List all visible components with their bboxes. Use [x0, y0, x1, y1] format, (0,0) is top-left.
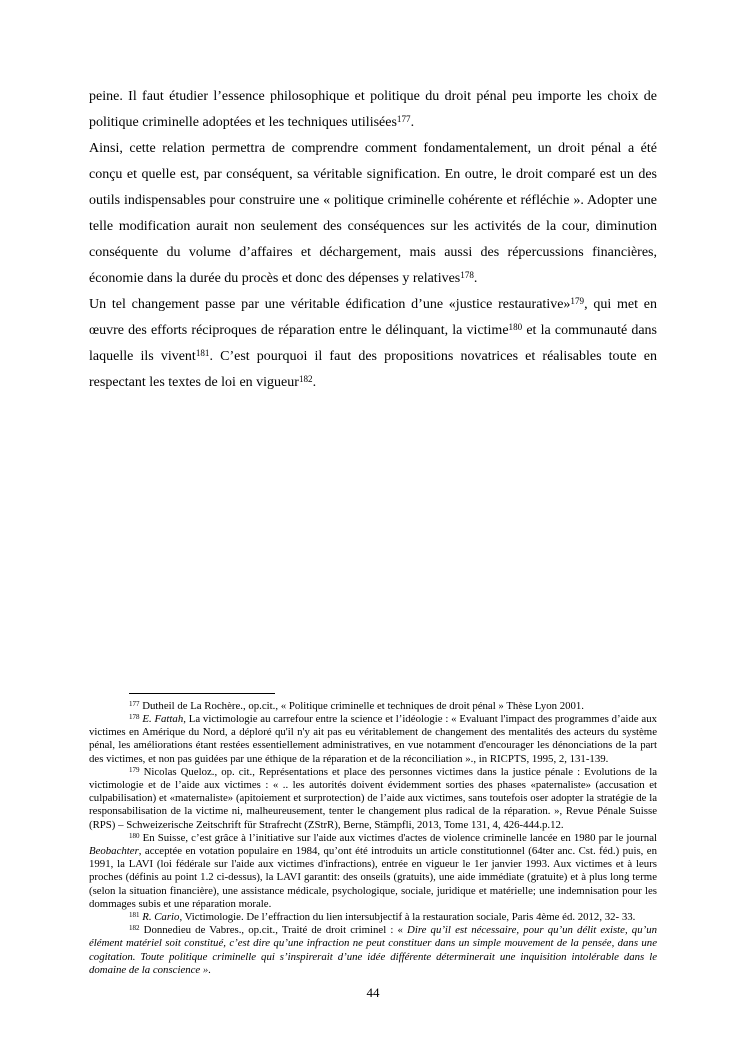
- footnote-reference: 179: [129, 765, 140, 774]
- text-segment: E. Fattah: [142, 712, 184, 725]
- text-segment: , Victimologie. De l’effraction du lien intersubjectif à la restauration sociale, Paris 4ème éd. 2012, 32- 33.: [179, 910, 636, 923]
- text-segment: Un tel changement passe par une véritable édification d’une «justice restaurative»: [89, 297, 571, 312]
- text-segment: , qui met en œuvre des efforts réciproques de réparation entre le délinquant, la victime: [89, 297, 657, 338]
- footnote-180: [89, 832, 657, 911]
- footnote-reference: 180: [129, 831, 140, 840]
- text-segment: Beobachter: [89, 844, 139, 857]
- text-segment: .: [312, 375, 317, 390]
- text-segment: , acceptée en votation populaire en 1984, qu’ont été introduits un article constitutionnel (64ter anc. Cst. féd.) puis, en 1991, la LAVI (loi fédérale sur l'aide aux victimes d'infractions), entrée en vigueur le 1er janvier 1993. Aux victimes et à leurs proches (définis au point 1.2 ci-dessus), la LAVI garantit: des onseils (gratuits), une aide immédiate (gratuite) et à plus long terme (selon la situation financière), une assistance médicale, psychologique, sociale, juridique et matérielle; une indemnisation pour les dommages subis et une réparation morale.: [89, 844, 657, 910]
- footnote-181: [89, 911, 657, 924]
- footnote-reference: 181: [195, 347, 210, 358]
- whitespace-spacer: [89, 396, 657, 693]
- body-paragraph-1: [89, 84, 657, 136]
- text-segment: Dire qu’il est nécessaire, pour qu’un délit existe, qu’un élément matériel soit constitué, c’est dire qu’une infraction ne peut constituer dans un simple mouvement de la pensée, dans une cogitation. Toute politique criminelle qui s’inspirerait d’une idée différente déterminerait une inquisition intolérable dans le domaine de la conscience ».: [89, 924, 657, 976]
- text-segment: et la communauté dans laquelle ils vivent: [89, 323, 657, 364]
- footnote-182: [89, 924, 657, 977]
- footnote-reference: 177: [129, 699, 140, 708]
- footnote-reference: 181: [129, 910, 140, 919]
- footnote-separator-rule: [129, 693, 275, 694]
- footnote-178: [89, 713, 657, 766]
- footnote-177: [89, 700, 657, 713]
- footnote-reference: 182: [129, 924, 140, 933]
- body-paragraph-2: [89, 136, 657, 292]
- text-segment: . C’est pourquoi il faut des propositions novatrices et réalisables toute en respectant les textes de loi en vigueur: [89, 349, 658, 390]
- text-segment: Donnedieu de Vabres., op.cit., Traité de droit criminel : «: [139, 924, 408, 937]
- footnote-reference: 177: [396, 113, 411, 124]
- text-segment: Ainsi, cette relation permettra de comprendre comment fondamentalement, un droit pénal a été conçu et quelle est, par conséquent, sa véritable signification. En outre, le droit comparé est un des outils indispensables pour construire une « politique criminelle cohérente et réfléchie ». Adopter une telle modification aurait non seulement des conséquences sur les activités de la cour, diminution conséquente du volume d’affaires et déchargement, mais aussi des répercussions financières, économie dans la durée du procès et donc des dépenses y relatives: [89, 141, 657, 286]
- footnote-reference: 178: [129, 712, 140, 721]
- page-number: 44: [366, 985, 380, 1000]
- text-segment: .: [410, 115, 415, 130]
- footnotes-section: [89, 693, 657, 977]
- footnote-179: [89, 766, 657, 832]
- body-paragraph-3: [89, 292, 657, 396]
- text-segment: Dutheil de La Rochère., op.cit., « Politique criminelle et techniques de droit pénal » Thèse Lyon 2001.: [139, 699, 584, 712]
- text-segment: R. Cario: [142, 910, 180, 923]
- body-text-block: [89, 84, 657, 396]
- text-segment: , La victimologie au carrefour entre la science et l’idéologie : « Evaluant l'impact des programmes d’aide aux victimes en Amérique du Nord, a déploré qu'il n'y ait pas eu véritablement de changement des mentalités des acteurs du système pénal, les améliorations étant restées essentiellement administratives, en vue notamment d'encourager les dénonciations de la part des victimes, et non pas guidées par une éthique de la réparation et de la réconciliation »., in RICPTS, 1995, 2, 131-139.: [89, 712, 657, 765]
- footnote-reference: 180: [508, 321, 523, 332]
- footnote-reference: 179: [570, 295, 585, 306]
- text-segment: En Suisse, c’est grâce à l’initiative sur l'aide aux victimes d'actes de violence criminelle lancée en 1980 par le journal: [139, 831, 657, 844]
- text-segment: .: [473, 271, 478, 286]
- footnote-reference: 178: [460, 269, 474, 280]
- footnote-reference: 182: [298, 373, 313, 384]
- text-segment: peine. Il faut étudier l’essence philosophique et politique du droit pénal peu importe les choix de politique criminelle adoptées et les techniques utilisées: [89, 89, 657, 130]
- text-segment: Nicolas Queloz., op. cit., Représentations et place des personnes victimes dans la justice pénale : Evolutions de la victimologie et de l’aide aux victimes : « .. les autorités doivent évidemment sorties des phases «paternaliste» (accusation et culpabilisation) et «maternaliste» (apitoiement et surprotection) de l’aide aux victimes, sans toutefois oser adopter la stratégie de la responsabilisation de la victime ni, malheureusement, tenter le changement plus radical de la réparation. », Revue Pénale Suisse (RPS) – Schweizerische Zeitschrift für Strafrecht (ZStrR), Berne, Stämpfli, 2013, Tome 131, 4, 426-444.p.12.: [89, 765, 657, 831]
